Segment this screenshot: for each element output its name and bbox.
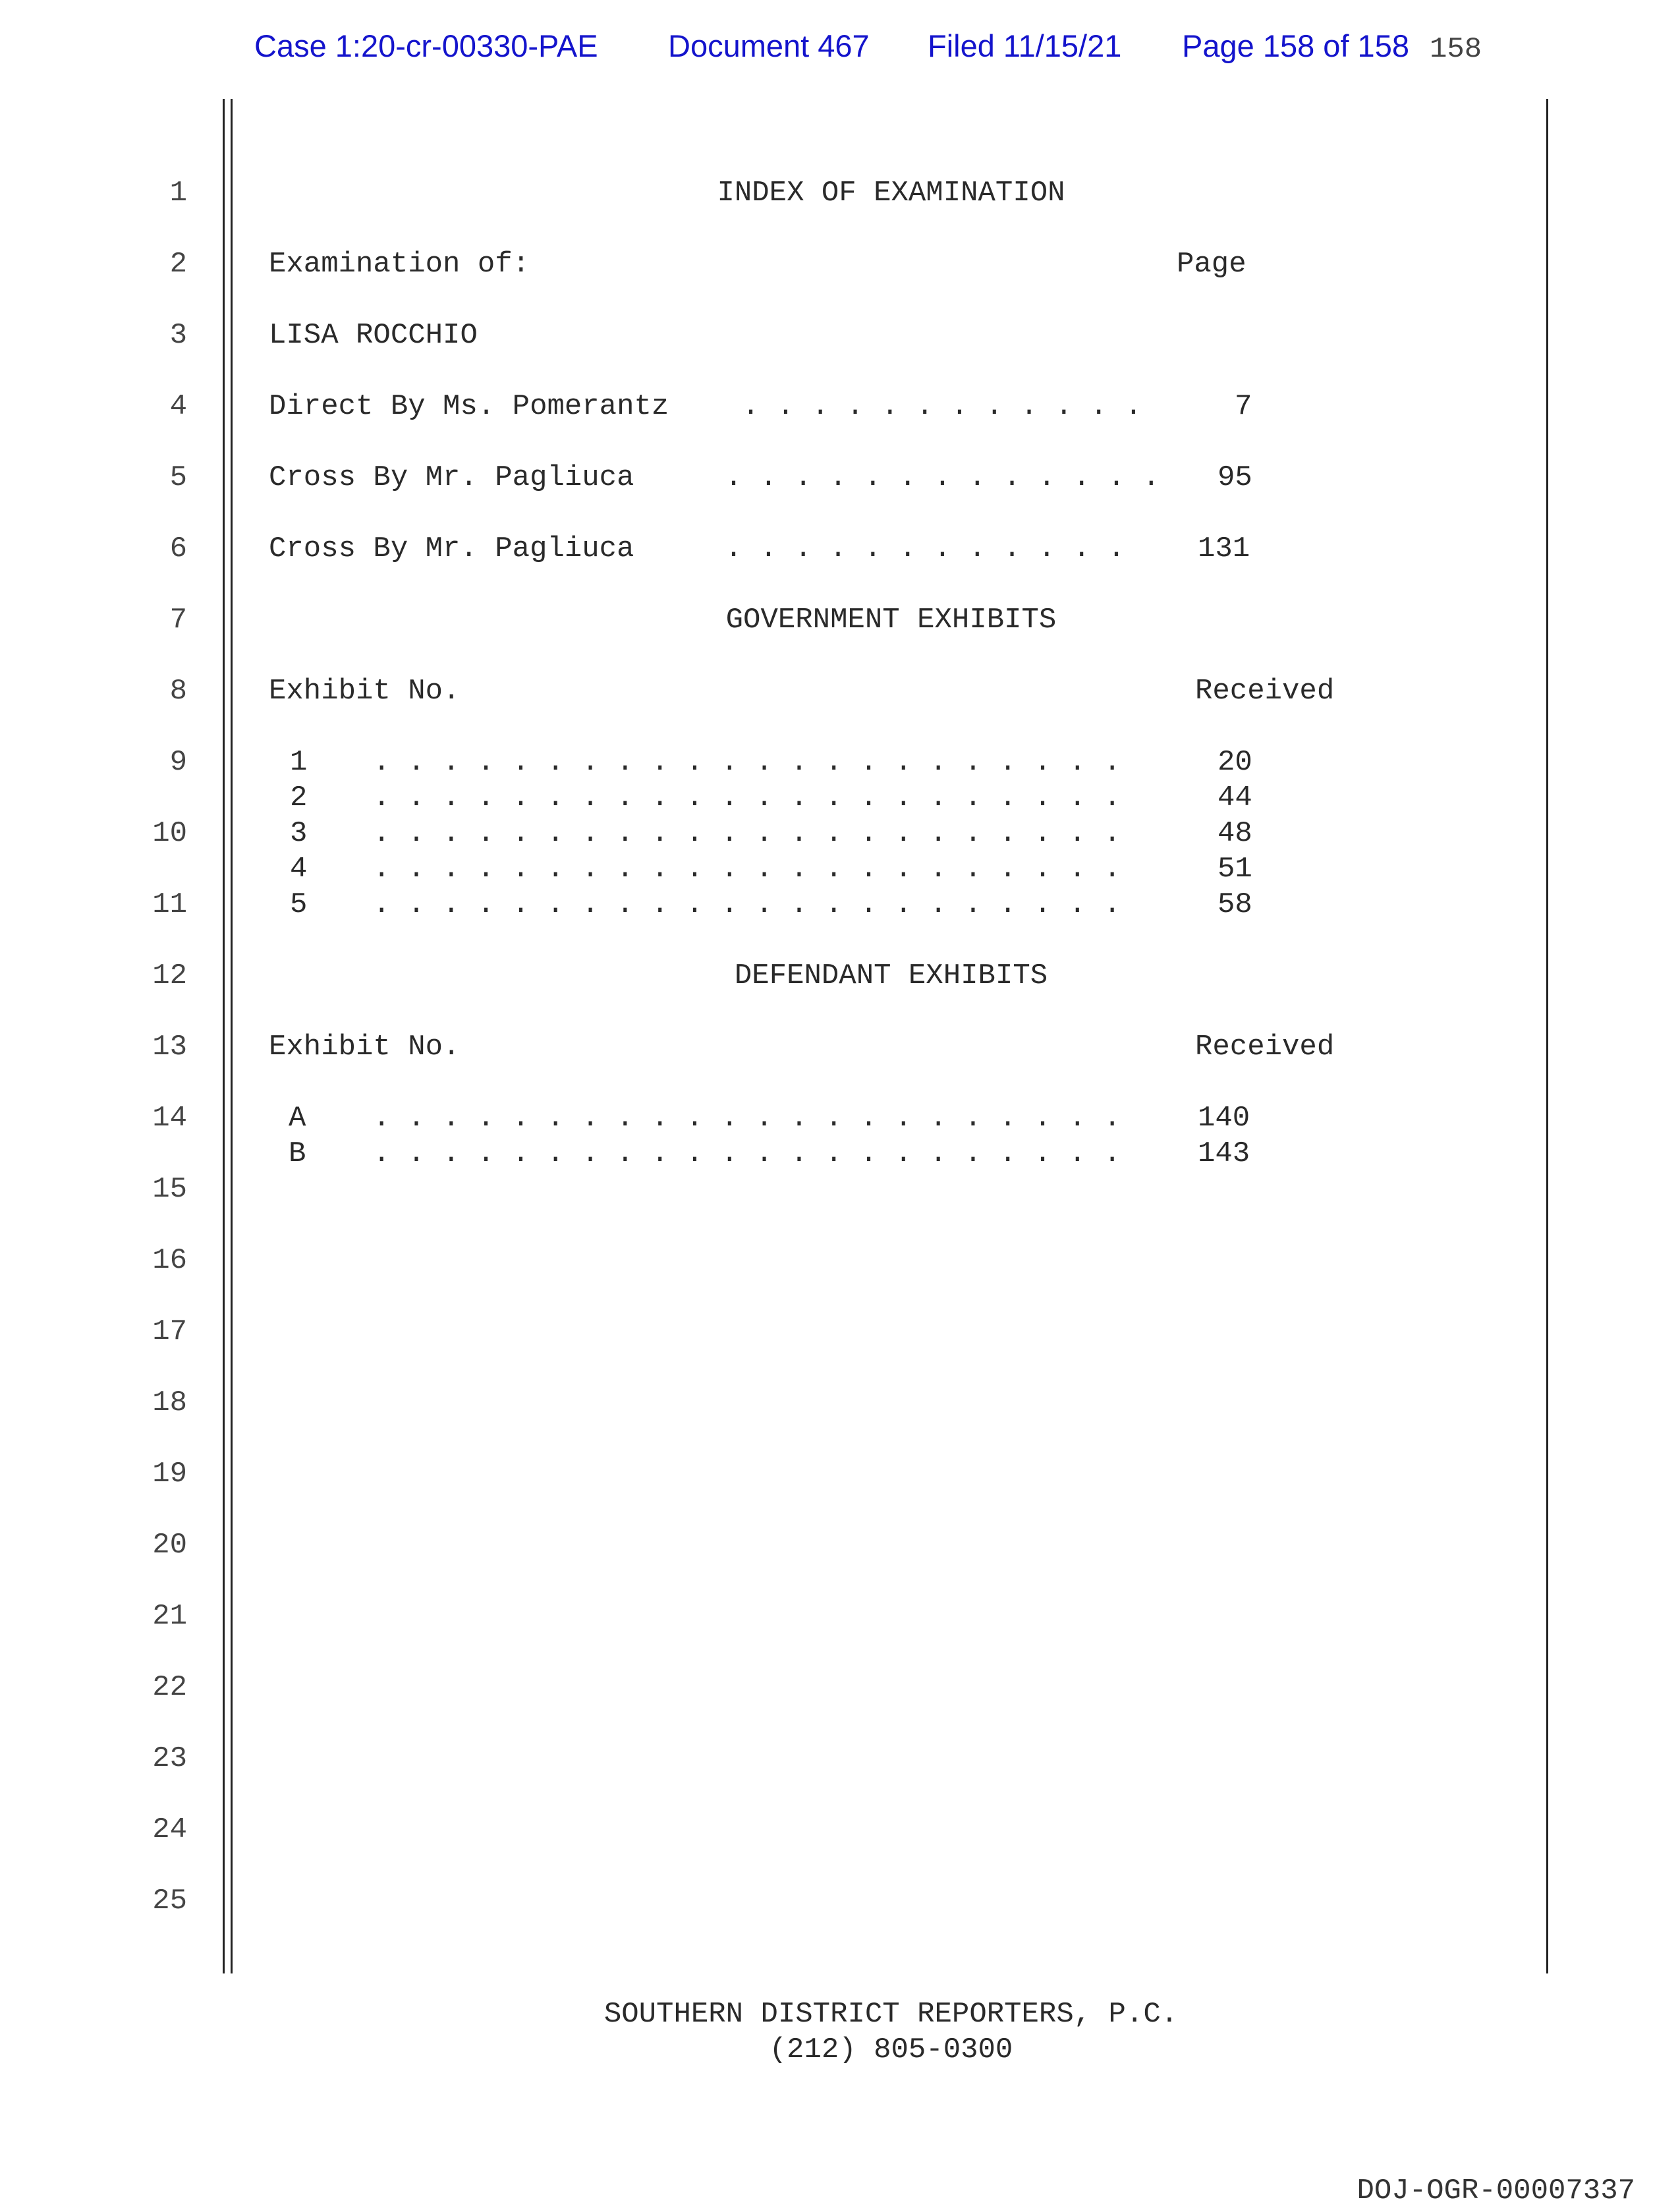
exhibit-number: 1 [290,746,308,779]
exhibit-leader: . . . . . . . . . . . . . . . . . . . . . . [373,1137,1138,1170]
line-number: 3 [169,319,187,352]
right-rule [1546,99,1548,1973]
left-rule-inner [231,99,233,1973]
line-number: 7 [169,604,187,637]
exhibit-received-page: 58 [1218,888,1252,921]
exhibit-number: 5 [290,888,308,921]
transcript-page-number: 158 [1430,33,1482,66]
line-number: 25 [152,1885,187,1917]
court-reporter-footer [234,1997,1548,2068]
page-column-label: Page [1177,248,1246,281]
line-number: 6 [169,532,187,565]
defendant-exhibits-title: DEFENDANT EXHIBITS [734,959,1048,992]
gov-received-label: Received [1195,675,1335,708]
line-number: 24 [152,1813,187,1846]
line-number: 9 [169,746,187,779]
exhibit-leader: . . . . . . . . . . . . . . . . . . . . . . [373,746,1121,779]
exhibit-number: B [289,1137,306,1170]
line-number: 22 [152,1671,187,1704]
exam-entry-leader: . . . . . . . . . . . . . [708,461,1160,494]
gov-exhibit-no-label: Exhibit No. [269,675,461,708]
page-count: Page 158 of 158 [1182,28,1409,63]
line-number: 14 [152,1102,187,1135]
exam-entry-label: Cross By Mr. Pagliuca [269,461,634,494]
exhibit-leader: . . . . . . . . . . . . . . . . . . . . . . [373,1102,1138,1135]
exam-entry-page: 7 [1235,390,1252,423]
exam-entry-page: 131 [1198,532,1250,565]
exam-entry-label: Cross By Mr. Pagliuca [269,532,634,565]
bates-number: DOJ-OGR-00007337 [1357,2174,1635,2207]
index-title: INDEX OF EXAMINATION [717,177,1065,210]
exhibit-leader: . . . . . . . . . . . . . . . . . . . . . . [373,781,1121,814]
exhibit-received-page: 143 [1198,1137,1250,1170]
exam-entry-label: Direct By Ms. Pomerantz [269,390,669,423]
line-number: 23 [152,1742,187,1775]
exam-entry-leader: . . . . . . . . . . . . [725,390,1160,423]
exhibit-number: 3 [290,817,308,850]
left-rule-outer [223,99,225,1973]
exhibit-received-page: 48 [1218,817,1252,850]
def-exhibit-no-label: Exhibit No. [269,1031,461,1063]
exhibit-received-page: 44 [1218,781,1252,814]
examination-of-label: Examination of: [269,248,530,281]
line-number: 5 [169,461,187,494]
line-number: 12 [152,959,187,992]
witness-name: LISA ROCCHIO [269,319,478,352]
line-number: 10 [152,817,187,850]
exhibit-leader: . . . . . . . . . . . . . . . . . . . . . . [373,817,1121,850]
line-number: 18 [152,1386,187,1419]
line-number: 21 [152,1600,187,1633]
filed-date: Filed 11/15/21 [928,28,1122,63]
exam-entry-leader: . . . . . . . . . . . . [708,532,1143,565]
document-number: Document 467 [668,28,870,63]
line-number: 11 [152,888,187,921]
line-number: 19 [152,1458,187,1490]
exam-entry-page: 95 [1218,461,1252,494]
line-number: 20 [152,1529,187,1562]
exhibit-number: A [289,1102,306,1135]
exhibit-number: 2 [290,781,308,814]
exhibit-number: 4 [290,853,308,886]
exhibit-received-page: 20 [1218,746,1252,779]
def-received-label: Received [1195,1031,1335,1063]
exhibit-received-page: 51 [1218,853,1252,886]
exhibit-received-page: 140 [1198,1102,1250,1135]
exhibit-leader: . . . . . . . . . . . . . . . . . . . . . . [373,853,1121,886]
line-number: 13 [152,1031,187,1063]
line-number: 15 [152,1173,187,1206]
case-number: Case 1:20-cr-00330-PAE [254,28,598,63]
line-number: 2 [169,248,187,281]
line-number: 4 [169,390,187,423]
line-number: 1 [169,177,187,210]
reporter-phone: (212) 805-0300 [769,2033,1013,2066]
government-exhibits-title: GOVERNMENT EXHIBITS [725,604,1057,637]
exhibit-leader: . . . . . . . . . . . . . . . . . . . . . . [373,888,1121,921]
line-number: 16 [152,1244,187,1277]
reporter-name: SOUTHERN DISTRICT REPORTERS, P.C. [603,1998,1179,2031]
line-number: 17 [152,1315,187,1348]
line-number: 8 [169,675,187,708]
